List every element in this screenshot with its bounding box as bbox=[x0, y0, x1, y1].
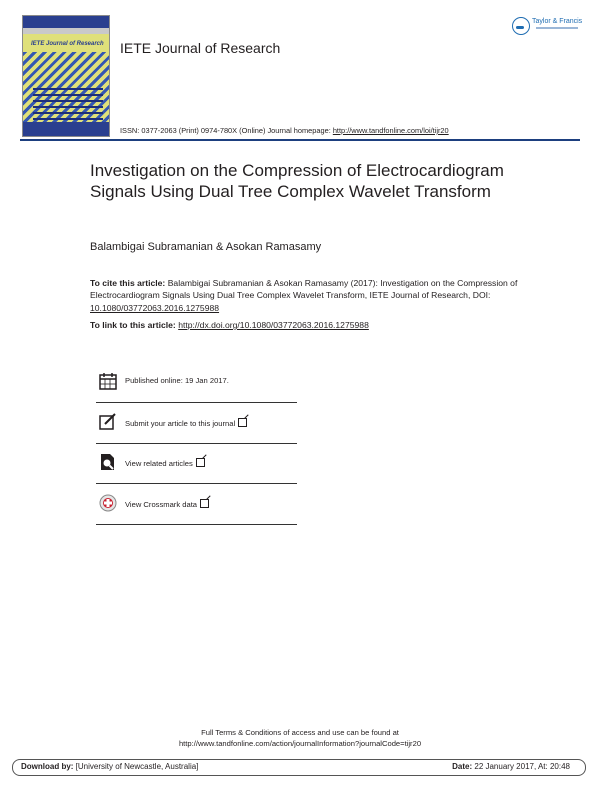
crossmark-link[interactable] bbox=[125, 498, 209, 509]
external-link-icon bbox=[200, 499, 209, 508]
submit-article-row[interactable] bbox=[96, 403, 297, 444]
cover-title: IETE Journal of Research bbox=[31, 41, 104, 47]
terms-notice bbox=[0, 727, 600, 749]
edit-icon bbox=[99, 413, 117, 431]
external-link-icon bbox=[196, 458, 205, 467]
published-online-row bbox=[96, 362, 297, 403]
related-articles-row[interactable] bbox=[96, 443, 297, 484]
article-link-row bbox=[90, 320, 369, 330]
terms-url[interactable]: http://www.tandfonline.com/action/journalInformation?journalCode=tijr20 bbox=[178, 739, 422, 748]
cover-arrows bbox=[33, 88, 103, 124]
submit-article-link[interactable] bbox=[125, 417, 247, 428]
citation-label: To cite this article: bbox=[90, 278, 168, 288]
downloaded-by bbox=[21, 762, 198, 771]
publisher-logo-subline bbox=[536, 27, 578, 29]
cover-footer-band bbox=[23, 122, 109, 136]
issn-line bbox=[120, 126, 449, 135]
article-link[interactable]: http://dx.doi.org/10.1080/03772063.2016.1275988 bbox=[178, 320, 369, 330]
crossmark-row[interactable] bbox=[96, 484, 297, 525]
crossmark-icon bbox=[99, 494, 117, 512]
downloaded-by-value: [University of Newcastle, Australia] bbox=[73, 762, 199, 771]
doi-link[interactable]: 10.1080/03772063.2016.1275988 bbox=[90, 302, 220, 313]
journal-cover-thumbnail bbox=[22, 15, 110, 137]
journal-homepage-link[interactable]: http://www.tandfonline.com/loi/tijr20 bbox=[332, 126, 449, 135]
calendar-icon bbox=[99, 372, 117, 390]
publisher-logo bbox=[512, 17, 582, 37]
submit-article-label: Submit your article to this journal bbox=[125, 419, 236, 428]
article-link-label: To link to this article: bbox=[90, 320, 179, 330]
issn-text: ISSN: 0377-2063 (Print) 0974-780X (Online) Journal homepage: bbox=[120, 126, 333, 135]
cover-sub-band bbox=[23, 28, 109, 34]
download-date-value: 22 January 2017, At: 20:48 bbox=[472, 762, 570, 771]
row-divider bbox=[96, 524, 297, 525]
publisher-logo-icon bbox=[512, 17, 530, 35]
related-articles-link[interactable] bbox=[125, 457, 205, 468]
article-title: Investigation on the Compression of Electrocardiogram Signals Using Dual Tree Complex Wavelet Transform bbox=[90, 161, 504, 201]
download-date bbox=[452, 762, 570, 771]
crossmark-label: View Crossmark data bbox=[125, 500, 198, 509]
journal-name: IETE Journal of Research bbox=[120, 40, 281, 56]
article-authors: Balambigai Subramanian & Asokan Ramasamy bbox=[90, 241, 322, 253]
citation-block bbox=[90, 277, 520, 314]
published-online-text: Published online: 19 Jan 2017. bbox=[125, 376, 229, 385]
citation-text: Balambigai Subramanian & Asokan Ramasamy (2017): Investigation on the Compression of Electrocardiogram Signals Using Dual Tree Complex Wavelet Transform, IETE Journal of Research, DOI: bbox=[90, 278, 518, 301]
download-date-label: Date: bbox=[452, 762, 473, 771]
publisher-logo-text: Taylor & Francis bbox=[532, 18, 583, 25]
cover-top-band bbox=[23, 16, 109, 28]
header-divider bbox=[20, 139, 580, 141]
downloaded-by-label: Download by: bbox=[21, 762, 74, 771]
related-articles-label: View related articles bbox=[125, 459, 193, 468]
search-document-icon bbox=[99, 453, 117, 471]
terms-line: Full Terms & Conditions of access and use can be found at bbox=[201, 728, 399, 737]
download-info-bar bbox=[12, 759, 586, 776]
external-link-icon bbox=[238, 418, 247, 427]
